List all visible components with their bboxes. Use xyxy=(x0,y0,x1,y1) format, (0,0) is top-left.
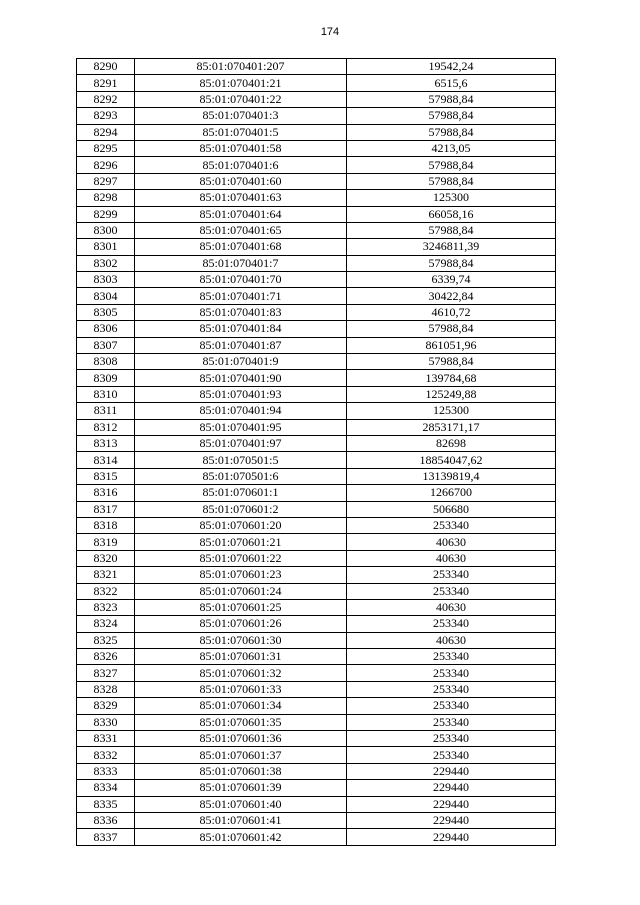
value-cell: 253340 xyxy=(347,583,556,599)
table-row xyxy=(77,190,556,206)
cadastral-value-table xyxy=(76,58,556,846)
table-row xyxy=(77,370,556,386)
cadastral-number-cell: 85:01:070601:24 xyxy=(135,583,347,599)
row-number-cell: 8318 xyxy=(77,517,135,533)
value-cell: 1266700 xyxy=(347,485,556,501)
value-cell: 4213,05 xyxy=(347,140,556,156)
cadastral-number-cell: 85:01:070401:94 xyxy=(135,403,347,419)
row-number-cell: 8290 xyxy=(77,59,135,75)
row-number-cell: 8316 xyxy=(77,485,135,501)
row-number-cell: 8303 xyxy=(77,272,135,288)
row-number-cell: 8326 xyxy=(77,649,135,665)
cadastral-number-cell: 85:01:070401:97 xyxy=(135,435,347,451)
table-row xyxy=(77,599,556,615)
cadastral-number-cell: 85:01:070401:84 xyxy=(135,321,347,337)
table-row xyxy=(77,731,556,747)
table-row xyxy=(77,354,556,370)
cadastral-number-cell: 85:01:070601:26 xyxy=(135,616,347,632)
row-number-cell: 8330 xyxy=(77,714,135,730)
table-row xyxy=(77,75,556,91)
row-number-cell: 8332 xyxy=(77,747,135,763)
row-number-cell: 8296 xyxy=(77,157,135,173)
table-row xyxy=(77,714,556,730)
row-number-cell: 8300 xyxy=(77,222,135,238)
value-cell: 57988,84 xyxy=(347,222,556,238)
row-number-cell: 8328 xyxy=(77,681,135,697)
row-number-cell: 8306 xyxy=(77,321,135,337)
value-cell: 57988,84 xyxy=(347,255,556,271)
row-number-cell: 8317 xyxy=(77,501,135,517)
row-number-cell: 8323 xyxy=(77,599,135,615)
value-cell: 506680 xyxy=(347,501,556,517)
cadastral-number-cell: 85:01:070601:39 xyxy=(135,780,347,796)
cadastral-number-cell: 85:01:070601:20 xyxy=(135,517,347,533)
table-row xyxy=(77,829,556,845)
value-cell: 19542,24 xyxy=(347,59,556,75)
table-row xyxy=(77,649,556,665)
cadastral-number-cell: 85:01:070601:1 xyxy=(135,485,347,501)
row-number-cell: 8325 xyxy=(77,632,135,648)
cadastral-number-cell: 85:01:070401:5 xyxy=(135,124,347,140)
cadastral-number-cell: 85:01:070601:31 xyxy=(135,649,347,665)
row-number-cell: 8310 xyxy=(77,386,135,402)
table-row xyxy=(77,206,556,222)
value-cell: 253340 xyxy=(347,698,556,714)
value-cell: 229440 xyxy=(347,829,556,845)
value-cell: 40630 xyxy=(347,632,556,648)
row-number-cell: 8302 xyxy=(77,255,135,271)
value-cell: 139784,68 xyxy=(347,370,556,386)
table-row xyxy=(77,567,556,583)
table-row xyxy=(77,698,556,714)
table-row xyxy=(77,665,556,681)
row-number-cell: 8336 xyxy=(77,812,135,828)
page-number: 174 xyxy=(320,26,340,38)
table-body xyxy=(77,59,556,846)
cadastral-number-cell: 85:01:070501:6 xyxy=(135,468,347,484)
table-row xyxy=(77,124,556,140)
cadastral-number-cell: 85:01:070601:32 xyxy=(135,665,347,681)
table-row xyxy=(77,288,556,304)
cadastral-number-cell: 85:01:070601:42 xyxy=(135,829,347,845)
cadastral-number-cell: 85:01:070401:93 xyxy=(135,386,347,402)
table-row xyxy=(77,272,556,288)
value-cell: 30422,84 xyxy=(347,288,556,304)
row-number-cell: 8335 xyxy=(77,796,135,812)
cadastral-number-cell: 85:01:070401:65 xyxy=(135,222,347,238)
value-cell: 82698 xyxy=(347,435,556,451)
table-row xyxy=(77,419,556,435)
row-number-cell: 8298 xyxy=(77,190,135,206)
cadastral-number-cell: 85:01:070501:5 xyxy=(135,452,347,468)
table-row xyxy=(77,616,556,632)
cadastral-number-cell: 85:01:070401:60 xyxy=(135,173,347,189)
value-cell: 253340 xyxy=(347,747,556,763)
cadastral-number-cell: 85:01:070601:22 xyxy=(135,550,347,566)
cadastral-number-cell: 85:01:070601:23 xyxy=(135,567,347,583)
row-number-cell: 8327 xyxy=(77,665,135,681)
value-cell: 253340 xyxy=(347,567,556,583)
value-cell: 18854047,62 xyxy=(347,452,556,468)
value-cell: 57988,84 xyxy=(347,91,556,107)
table-row xyxy=(77,583,556,599)
row-number-cell: 8309 xyxy=(77,370,135,386)
value-cell: 253340 xyxy=(347,649,556,665)
row-number-cell: 8322 xyxy=(77,583,135,599)
value-cell: 2853171,17 xyxy=(347,419,556,435)
value-cell: 57988,84 xyxy=(347,354,556,370)
row-number-cell: 8293 xyxy=(77,108,135,124)
cadastral-number-cell: 85:01:070401:70 xyxy=(135,272,347,288)
value-cell: 125300 xyxy=(347,190,556,206)
value-cell: 253340 xyxy=(347,517,556,533)
table-row xyxy=(77,452,556,468)
row-number-cell: 8311 xyxy=(77,403,135,419)
table-row xyxy=(77,747,556,763)
table-row xyxy=(77,517,556,533)
cadastral-number-cell: 85:01:070401:87 xyxy=(135,337,347,353)
row-number-cell: 8305 xyxy=(77,304,135,320)
row-number-cell: 8320 xyxy=(77,550,135,566)
row-number-cell: 8307 xyxy=(77,337,135,353)
cadastral-number-cell: 85:01:070401:95 xyxy=(135,419,347,435)
row-number-cell: 8329 xyxy=(77,698,135,714)
table-row xyxy=(77,91,556,107)
cadastral-number-cell: 85:01:070601:30 xyxy=(135,632,347,648)
cadastral-number-cell: 85:01:070601:41 xyxy=(135,812,347,828)
row-number-cell: 8331 xyxy=(77,731,135,747)
table-row xyxy=(77,157,556,173)
value-cell: 125249,88 xyxy=(347,386,556,402)
table-row xyxy=(77,255,556,271)
value-cell: 57988,84 xyxy=(347,321,556,337)
table-row xyxy=(77,485,556,501)
table-row xyxy=(77,321,556,337)
table-row xyxy=(77,304,556,320)
cadastral-number-cell: 85:01:070401:71 xyxy=(135,288,347,304)
row-number-cell: 8313 xyxy=(77,435,135,451)
table-row xyxy=(77,108,556,124)
row-number-cell: 8314 xyxy=(77,452,135,468)
row-number-cell: 8294 xyxy=(77,124,135,140)
value-cell: 13139819,4 xyxy=(347,468,556,484)
table-row xyxy=(77,386,556,402)
cadastral-number-cell: 85:01:070601:2 xyxy=(135,501,347,517)
value-cell: 253340 xyxy=(347,731,556,747)
cadastral-number-cell: 85:01:070401:7 xyxy=(135,255,347,271)
table-row xyxy=(77,550,556,566)
table-row xyxy=(77,812,556,828)
cadastral-number-cell: 85:01:070601:38 xyxy=(135,763,347,779)
table-row xyxy=(77,239,556,255)
value-cell: 125300 xyxy=(347,403,556,419)
cadastral-number-cell: 85:01:070601:25 xyxy=(135,599,347,615)
row-number-cell: 8321 xyxy=(77,567,135,583)
row-number-cell: 8292 xyxy=(77,91,135,107)
row-number-cell: 8297 xyxy=(77,173,135,189)
row-number-cell: 8299 xyxy=(77,206,135,222)
cadastral-number-cell: 85:01:070401:21 xyxy=(135,75,347,91)
cadastral-number-cell: 85:01:070601:37 xyxy=(135,747,347,763)
cadastral-number-cell: 85:01:070601:40 xyxy=(135,796,347,812)
value-cell: 57988,84 xyxy=(347,108,556,124)
value-cell: 229440 xyxy=(347,812,556,828)
value-cell: 6515,6 xyxy=(347,75,556,91)
cadastral-number-cell: 85:01:070601:35 xyxy=(135,714,347,730)
table-row xyxy=(77,140,556,156)
cadastral-number-cell: 85:01:070401:63 xyxy=(135,190,347,206)
row-number-cell: 8308 xyxy=(77,354,135,370)
value-cell: 229440 xyxy=(347,763,556,779)
row-number-cell: 8304 xyxy=(77,288,135,304)
value-cell: 6339,74 xyxy=(347,272,556,288)
value-cell: 40630 xyxy=(347,550,556,566)
table-row xyxy=(77,337,556,353)
value-cell: 3246811,39 xyxy=(347,239,556,255)
table-row xyxy=(77,222,556,238)
row-number-cell: 8334 xyxy=(77,780,135,796)
row-number-cell: 8324 xyxy=(77,616,135,632)
value-cell: 57988,84 xyxy=(347,124,556,140)
table-row xyxy=(77,534,556,550)
value-cell: 253340 xyxy=(347,681,556,697)
table-row xyxy=(77,435,556,451)
table-row xyxy=(77,632,556,648)
cadastral-number-cell: 85:01:070401:22 xyxy=(135,91,347,107)
cadastral-number-cell: 85:01:070401:64 xyxy=(135,206,347,222)
row-number-cell: 8312 xyxy=(77,419,135,435)
row-number-cell: 8291 xyxy=(77,75,135,91)
cadastral-number-cell: 85:01:070401:3 xyxy=(135,108,347,124)
value-cell: 861051,96 xyxy=(347,337,556,353)
table-row xyxy=(77,796,556,812)
value-cell: 57988,84 xyxy=(347,173,556,189)
table-row xyxy=(77,501,556,517)
cadastral-number-cell: 85:01:070601:33 xyxy=(135,681,347,697)
table-row xyxy=(77,763,556,779)
cadastral-number-cell: 85:01:070401:90 xyxy=(135,370,347,386)
cadastral-number-cell: 85:01:070601:21 xyxy=(135,534,347,550)
row-number-cell: 8301 xyxy=(77,239,135,255)
row-number-cell: 8315 xyxy=(77,468,135,484)
row-number-cell: 8337 xyxy=(77,829,135,845)
table-row xyxy=(77,681,556,697)
cadastral-number-cell: 85:01:070401:58 xyxy=(135,140,347,156)
row-number-cell: 8319 xyxy=(77,534,135,550)
row-number-cell: 8295 xyxy=(77,140,135,156)
cadastral-number-cell: 85:01:070401:83 xyxy=(135,304,347,320)
cadastral-number-cell: 85:01:070401:9 xyxy=(135,354,347,370)
value-cell: 229440 xyxy=(347,796,556,812)
table-row xyxy=(77,468,556,484)
value-cell: 229440 xyxy=(347,780,556,796)
value-cell: 4610,72 xyxy=(347,304,556,320)
table-row xyxy=(77,173,556,189)
cadastral-number-cell: 85:01:070601:34 xyxy=(135,698,347,714)
value-cell: 40630 xyxy=(347,534,556,550)
value-cell: 253340 xyxy=(347,665,556,681)
value-cell: 40630 xyxy=(347,599,556,615)
value-cell: 253340 xyxy=(347,616,556,632)
table-row xyxy=(77,780,556,796)
table-row xyxy=(77,59,556,75)
cadastral-number-cell: 85:01:070401:207 xyxy=(135,59,347,75)
cadastral-number-cell: 85:01:070601:36 xyxy=(135,731,347,747)
value-cell: 66058,16 xyxy=(347,206,556,222)
table-row xyxy=(77,403,556,419)
cadastral-number-cell: 85:01:070401:6 xyxy=(135,157,347,173)
value-cell: 253340 xyxy=(347,714,556,730)
cadastral-number-cell: 85:01:070401:68 xyxy=(135,239,347,255)
value-cell: 57988,84 xyxy=(347,157,556,173)
row-number-cell: 8333 xyxy=(77,763,135,779)
